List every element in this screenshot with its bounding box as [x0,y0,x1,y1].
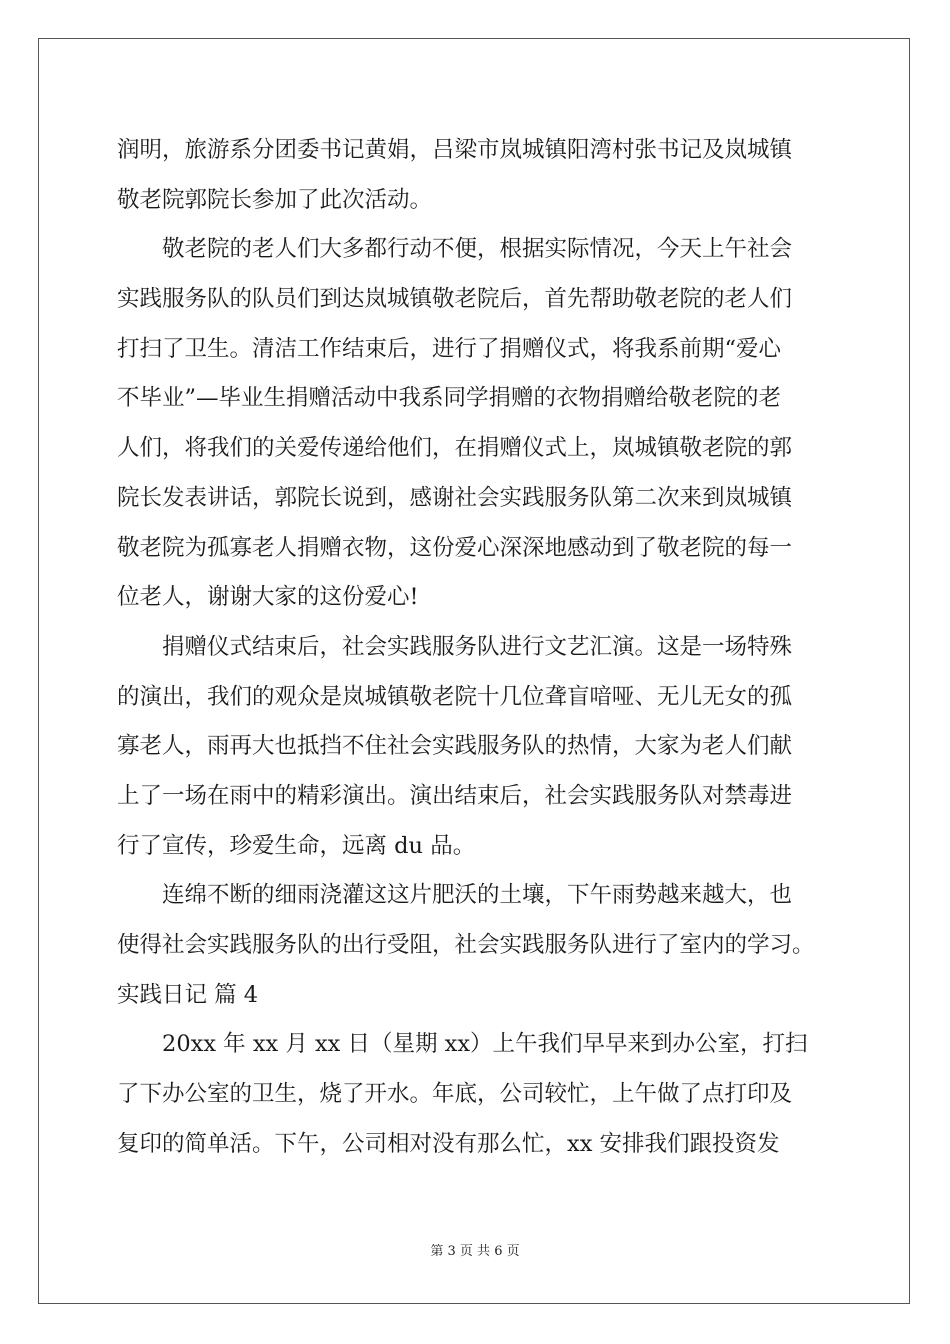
text-line: 敬老院为孤寡老人捐赠衣物，这份爱心深深地感动到了敬老院的每一 [117,534,793,561]
section-heading: 实践日记 篇 4 [117,981,259,1008]
text-line: 人们，将我们的关爱传递给他们，在捐赠仪式上，岚城镇敬老院的郭 [117,435,793,462]
text-line: 不毕业”—毕业生捐赠活动中我系同学捐赠的衣物捐赠给敬老院的老 [117,385,782,412]
text-line: 寡老人，雨再大也抵挡不住社会实践服务队的热情，大家为老人们献 [117,733,793,760]
paragraph-start-line: 敬老院的老人们大多都行动不便，根据实际情况，今天上午社会 [162,236,793,263]
text-line: 的演出，我们的观众是岚城镇敬老院十几位聋盲喑哑、无儿无女的孤 [117,683,793,710]
text-line: 敬老院郭院长参加了此次活动。 [117,186,433,213]
text-line: 使得社会实践服务队的出行受阻，社会实践服务队进行了室内的学习。 [117,932,815,958]
text-line: 打扫了卫生。清洁工作结束后，进行了捐赠仪式，将我系前期“爱心 [117,335,782,362]
paragraph-start-line: 连绵不断的细雨浇灌这这片肥沃的土壤，下午雨势越来越大，也 [162,882,793,909]
text-line: 行了宣传，珍爱生命，远离 du 品。 [117,832,476,859]
document-body [117,126,837,1169]
text-line: 上了一场在雨中的精彩演出。演出结束后，社会实践服务队对禁毒进 [117,782,793,809]
text-line: 位老人，谢谢大家的这份爱心! [117,584,419,611]
paragraph-start-line: 捐赠仪式结束后，社会实践服务队进行文艺汇演。这是一场特殊 [162,633,793,660]
text-line: 实践服务队的队员们到达岚城镇敬老院后，首先帮助敬老院的老人们 [117,286,793,313]
text-line: 润明，旅游系分团委书记黄娟，吕梁市岚城镇阳湾村张书记及岚城镇 [117,137,793,163]
paragraph-start-line: 20xx 年 xx 月 xx 日（星期 xx）上午我们早早来到办公室，打扫 [162,1031,808,1058]
text-line: 复印的简单活。下午，公司相对没有那么忙，xx 安排我们跟投资发 [117,1130,780,1157]
text-line: 了下办公室的卫生，烧了开水。年底，公司较忙，上午做了点打印及 [117,1081,793,1108]
text-line: 院长发表讲话，郭院长说到，感谢社会实践服务队第二次来到岚城镇 [117,484,793,511]
page-number-footer: 第 3 页 共 6 页 [430,1244,520,1259]
